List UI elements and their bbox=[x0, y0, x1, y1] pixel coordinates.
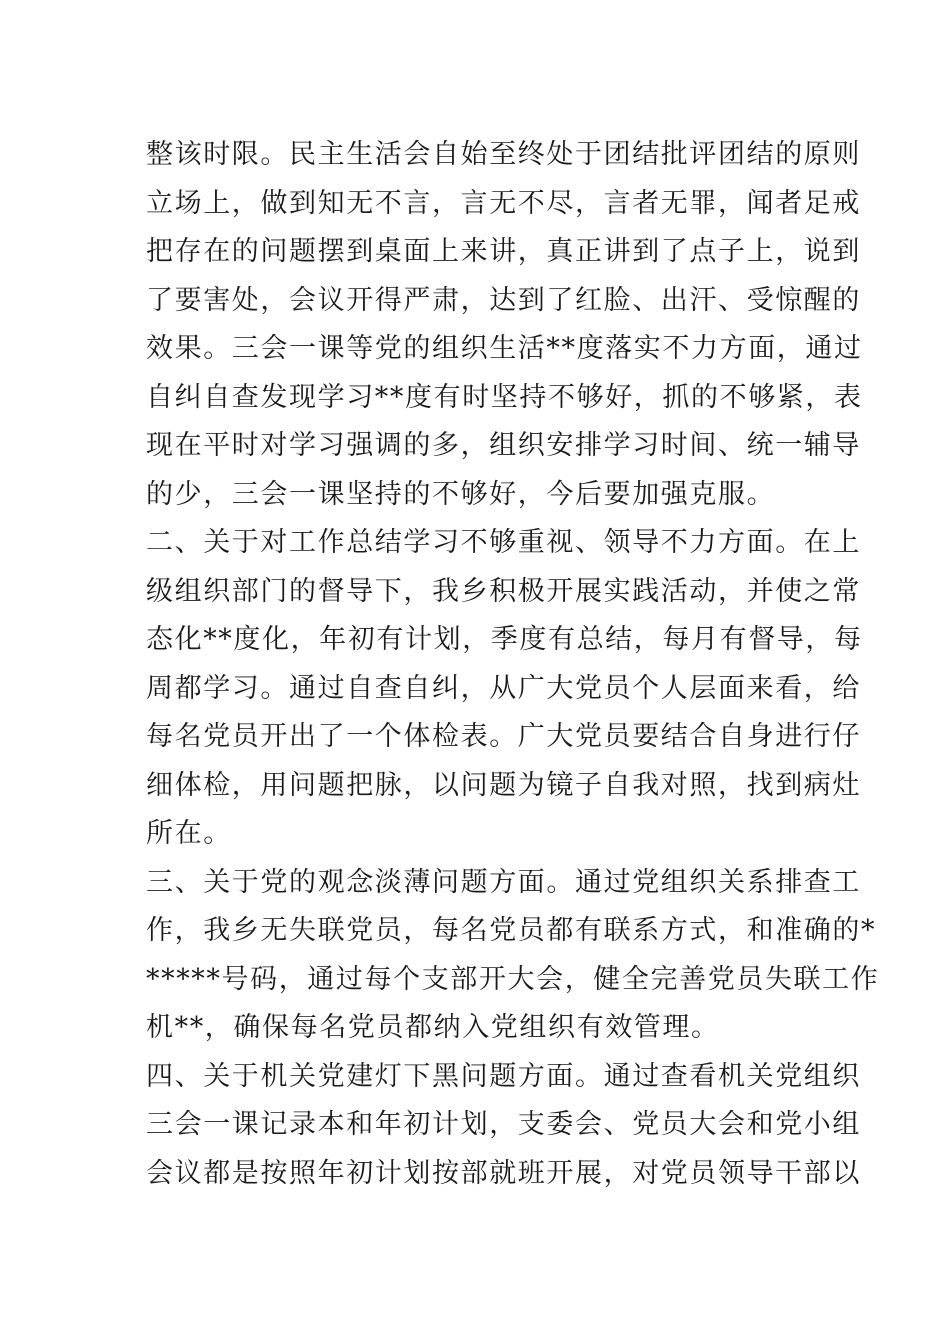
text-line: 效果。三会一课等党的组织生活**度落实不力方面，通过 bbox=[146, 333, 863, 364]
text-line: 现在平时对学习强调的多，组织安排学习时间、统一辅导 bbox=[146, 430, 861, 461]
text-line: 周都学习。通过自查自纠，从广大党员个人层面来看，给 bbox=[146, 672, 861, 704]
text-line: 态化**度化，年初有计划，季度有总结，每月有督导，每 bbox=[146, 624, 863, 655]
text-line: 三、关于党的观念淡薄问题方面。通过党组织关系排查工 bbox=[146, 866, 861, 898]
body-text bbox=[146, 131, 880, 1198]
text-line: 了要害处，会议开得严肃，达到了红脸、出汗、受惊醒的 bbox=[146, 284, 861, 316]
text-line: 机**，确保每名党员都纳入党组织有效管理。 bbox=[146, 1012, 720, 1043]
text-line: 三会一课记录本和年初计划，支委会、党员大会和党小组 bbox=[146, 1109, 861, 1140]
text-line: 自纠自查发现学习**度有时坚持不够好，抓的不够紧，表 bbox=[146, 381, 863, 413]
text-line: 会议都是按照年初计划按部就班开展，对党员领导干部以 bbox=[146, 1157, 861, 1189]
text-line: 立场上，做到知无不言，言无不尽，言者无罪，闻者足戒 bbox=[146, 187, 861, 219]
text-line: 作，我乡无失联党员，每名党员都有联系方式，和准确的* bbox=[146, 915, 877, 946]
text-line: 级组织部门的督导下，我乡积极开展实践活动，并使之常 bbox=[146, 575, 861, 607]
text-line: 二、关于对工作总结学习不够重视、领导不力方面。在上 bbox=[146, 527, 861, 558]
text-line: 把存在的问题摆到桌面上来讲，真正讲到了点子上，说到 bbox=[146, 236, 861, 267]
text-line: 整该时限。民主生活会自始至终处于团结批评团结的原则 bbox=[146, 139, 861, 170]
text-line: 的少，三会一课坚持的不够好，今后要加强克服。 bbox=[146, 478, 776, 510]
text-line: *****号码，通过每个支部开大会，健全完善党员失联工作 bbox=[146, 963, 880, 995]
text-line: 每名党员开出了一个体检表。广大党员要结合自身进行仔 bbox=[146, 721, 861, 752]
text-line: 所在。 bbox=[146, 818, 232, 849]
text-line: 四、关于机关党建灯下黑问题方面。通过查看机关党组织 bbox=[146, 1060, 861, 1092]
text-line: 细体检，用问题把脉，以问题为镜子自我对照，找到病灶 bbox=[146, 769, 861, 801]
